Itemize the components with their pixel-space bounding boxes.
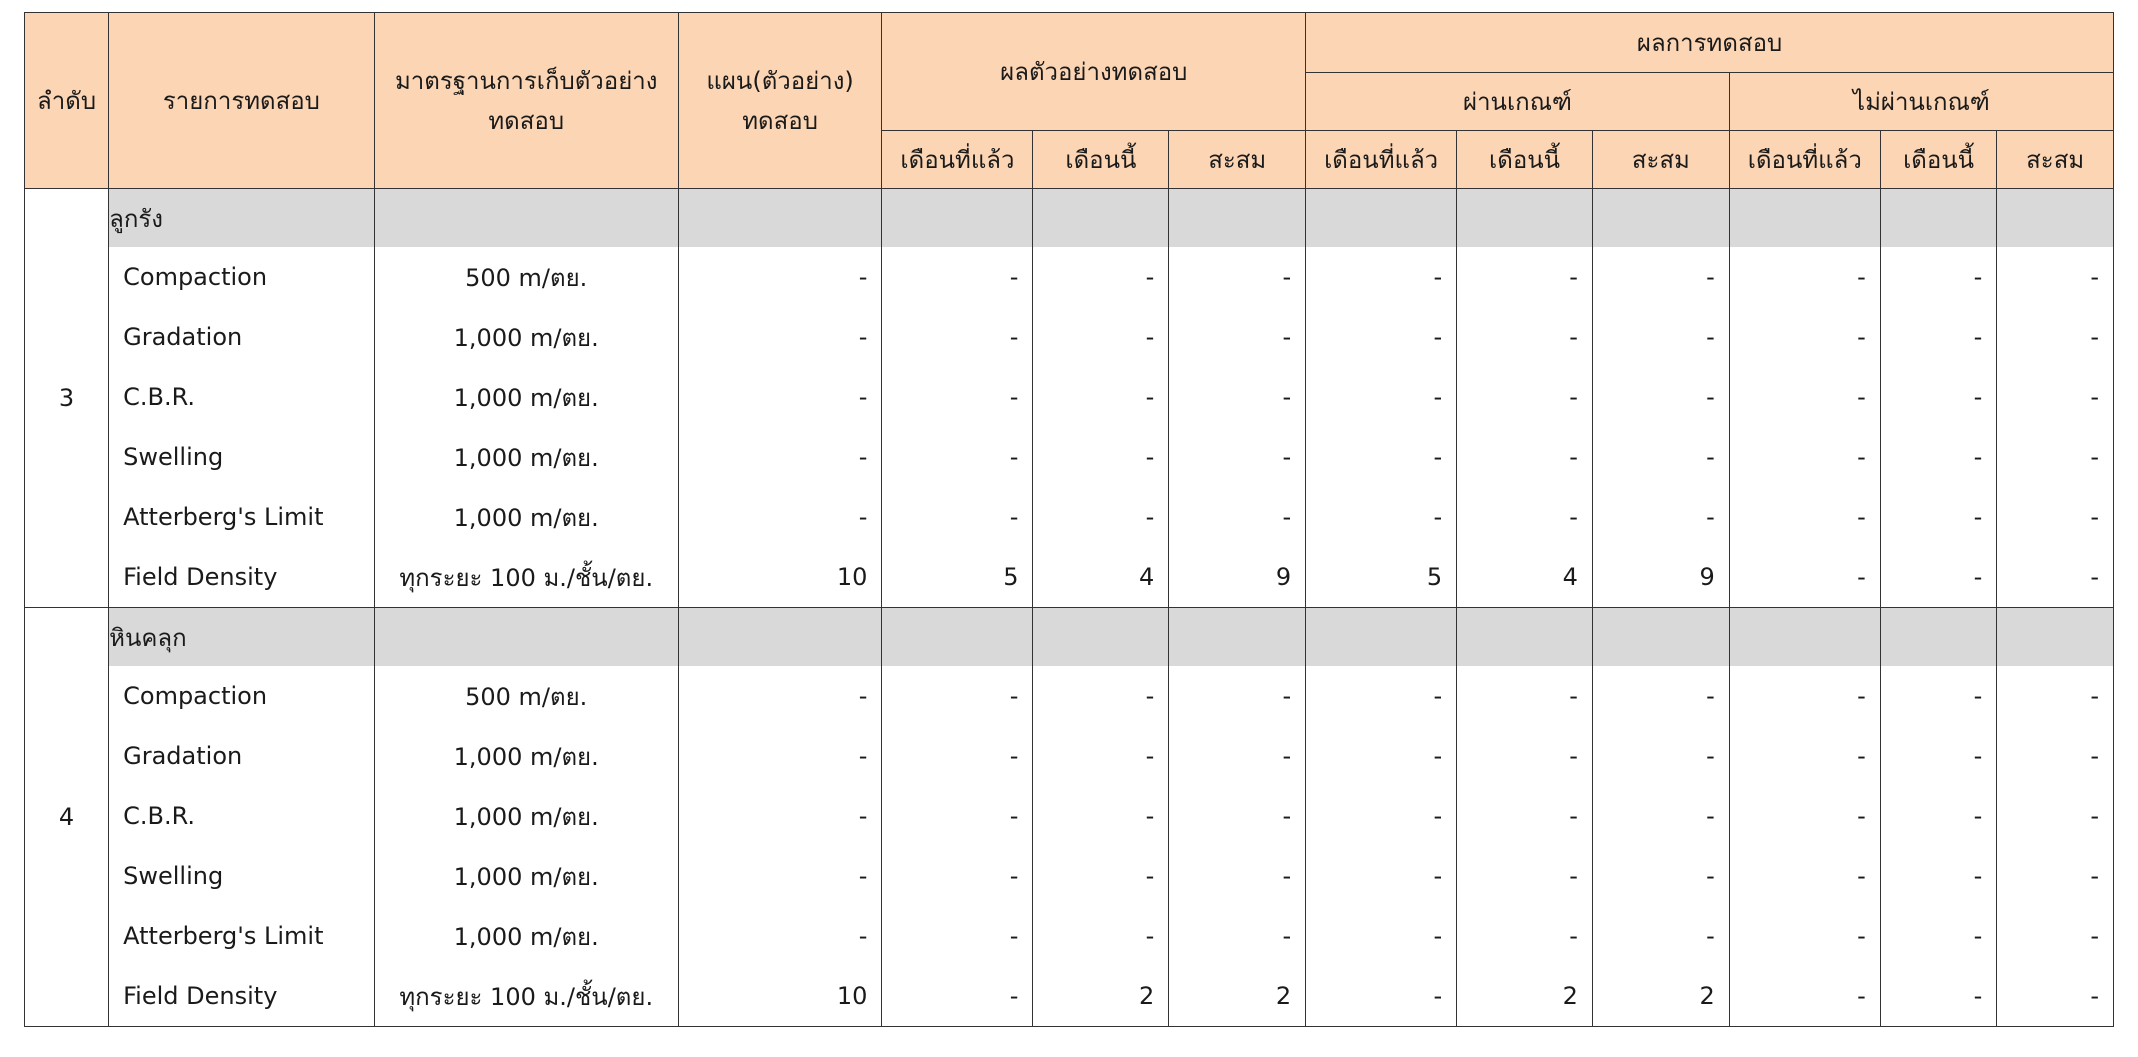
header-pass: ผ่านเกณฑ์ (1306, 73, 1730, 131)
subheader-cell: เดือนที่แล้ว (1306, 131, 1457, 189)
subheader-cell: สะสม (1997, 131, 2114, 189)
result-value-cell: - (1033, 786, 1169, 846)
result-value-cell: - (1592, 367, 1729, 427)
result-value-cell: - (1033, 846, 1169, 906)
result-value-cell: - (1306, 367, 1457, 427)
result-value-cell: - (1997, 966, 2114, 1027)
result-value-cell: - (1457, 666, 1593, 726)
result-value-cell: - (1880, 726, 1997, 786)
table-row (25, 487, 2114, 547)
plan-value: - (678, 726, 882, 786)
result-value-cell: - (1592, 726, 1729, 786)
subheader-cell: เดือนนี้ (1033, 131, 1169, 189)
test-item-name: Atterberg's Limit (109, 487, 375, 547)
result-value-cell: - (1997, 307, 2114, 367)
test-item-name: Compaction (109, 666, 375, 726)
result-value-cell: - (1592, 786, 1729, 846)
result-value-cell: - (1306, 427, 1457, 487)
result-value-cell: - (1729, 966, 1880, 1027)
result-value-cell: - (882, 367, 1033, 427)
sampling-standard: 1,000 m/ตย. (374, 906, 678, 966)
result-value-cell: - (1592, 846, 1729, 906)
plan-value: - (678, 427, 882, 487)
result-value-cell: - (1880, 966, 1997, 1027)
result-value-cell: - (882, 307, 1033, 367)
header-sample-results: ผลตัวอย่างทดสอบ (882, 13, 1306, 131)
table-row (25, 427, 2114, 487)
result-value-cell: - (882, 427, 1033, 487)
table-row (25, 247, 2114, 307)
table-row (25, 906, 2114, 966)
result-value-cell: - (1997, 427, 2114, 487)
result-value-cell: - (1169, 786, 1306, 846)
result-value-cell: - (882, 726, 1033, 786)
header-fail: ไม่ผ่านเกณฑ์ (1729, 73, 2113, 131)
result-value-cell: - (1729, 367, 1880, 427)
sampling-standard: 1,000 m/ตย. (374, 846, 678, 906)
result-value-cell: - (1457, 846, 1593, 906)
plan-value: 10 (678, 966, 882, 1027)
result-value-cell: - (1169, 307, 1306, 367)
test-item-name: Compaction (109, 247, 375, 307)
result-value-cell: 9 (1592, 547, 1729, 608)
result-value-cell: 2 (1457, 966, 1593, 1027)
plan-value: - (678, 846, 882, 906)
result-value-cell: - (882, 846, 1033, 906)
result-value-cell: - (1033, 906, 1169, 966)
plan-value: 10 (678, 547, 882, 608)
result-value-cell: - (1306, 966, 1457, 1027)
result-value-cell: - (1729, 906, 1880, 966)
header-plan-line1: แผน(ตัวอย่าง) (706, 66, 854, 95)
group-header-cell (1306, 189, 1457, 248)
result-value-cell: - (1729, 786, 1880, 846)
result-value-cell: - (1880, 547, 1997, 608)
sampling-standard: 1,000 m/ตย. (374, 726, 678, 786)
group-header-cell (678, 608, 882, 667)
result-value-cell: - (1880, 367, 1997, 427)
result-value-cell: - (1306, 487, 1457, 547)
result-value-cell: - (1880, 307, 1997, 367)
group-header-cell (1169, 189, 1306, 248)
result-value-cell: - (1169, 367, 1306, 427)
test-results-table (24, 12, 2114, 1027)
result-value-cell: - (1997, 786, 2114, 846)
result-value-cell: - (1729, 547, 1880, 608)
subheader-cell: เดือนนี้ (1457, 131, 1593, 189)
result-value-cell: - (1729, 247, 1880, 307)
result-value-cell: - (1592, 247, 1729, 307)
group-header-cell (1592, 608, 1729, 667)
result-value-cell: - (1457, 487, 1593, 547)
group-header-cell (1880, 189, 1997, 248)
result-value-cell: - (1997, 726, 2114, 786)
result-value-cell: - (1457, 367, 1593, 427)
sampling-standard: 500 m/ตย. (374, 666, 678, 726)
result-value-cell: - (1880, 906, 1997, 966)
group-header-cell (882, 189, 1033, 248)
result-value-cell: 2 (1592, 966, 1729, 1027)
table-row (25, 966, 2114, 1027)
subheader-cell: เดือนที่แล้ว (882, 131, 1033, 189)
plan-value: - (678, 367, 882, 427)
header-plan-line2: ทดสอบ (742, 106, 818, 135)
group-header-cell (1306, 608, 1457, 667)
result-value-cell: - (1457, 307, 1593, 367)
header-standard-line2: ทดสอบ (488, 106, 565, 135)
sampling-standard: 1,000 m/ตย. (374, 307, 678, 367)
result-value-cell: 5 (1306, 547, 1457, 608)
result-value-cell: - (1169, 487, 1306, 547)
result-value-cell: - (1033, 487, 1169, 547)
result-value-cell: - (1592, 427, 1729, 487)
group-header-cell (1729, 608, 1880, 667)
test-item-name: Gradation (109, 307, 375, 367)
table-header (25, 13, 2114, 189)
group-header-cell (882, 608, 1033, 667)
header-standard-line1: มาตรฐานการเก็บตัวอย่าง (394, 66, 658, 95)
row-seq-number: 3 (25, 189, 109, 608)
plan-value: - (678, 307, 882, 367)
group-header-cell (678, 189, 882, 248)
result-value-cell: - (1729, 427, 1880, 487)
result-value-cell: - (882, 786, 1033, 846)
table-row (25, 307, 2114, 367)
result-value-cell: 2 (1169, 966, 1306, 1027)
plan-value: - (678, 247, 882, 307)
group-header-cell (1033, 608, 1169, 667)
table-row (25, 367, 2114, 427)
result-value-cell: - (1997, 487, 2114, 547)
group-header-cell (374, 189, 678, 248)
result-value-cell: - (1457, 906, 1593, 966)
table-body (25, 189, 2114, 1027)
result-value-cell: - (1169, 666, 1306, 726)
plan-value: - (678, 906, 882, 966)
result-value-cell: 2 (1033, 966, 1169, 1027)
result-value-cell: - (1880, 846, 1997, 906)
result-value-cell: - (1306, 906, 1457, 966)
result-value-cell: - (1997, 906, 2114, 966)
result-value-cell: - (1729, 487, 1880, 547)
test-item-name: Field Density (109, 547, 375, 608)
table-row (25, 547, 2114, 608)
sampling-standard: 1,000 m/ตย. (374, 487, 678, 547)
group-header-row (25, 608, 2114, 667)
result-value-cell: - (1880, 786, 1997, 846)
result-value-cell: - (1729, 726, 1880, 786)
header-plan (678, 13, 882, 189)
result-value-cell: - (882, 906, 1033, 966)
plan-value: - (678, 786, 882, 846)
result-value-cell: - (1880, 487, 1997, 547)
result-value-cell: - (882, 247, 1033, 307)
subheader-cell: เดือนนี้ (1880, 131, 1997, 189)
result-value-cell: - (1880, 247, 1997, 307)
result-value-cell: - (1033, 247, 1169, 307)
result-value-cell: - (1306, 786, 1457, 846)
result-value-cell: - (1880, 427, 1997, 487)
result-value-cell: - (1033, 367, 1169, 427)
header-seq: ลำดับ (25, 13, 109, 189)
result-value-cell: - (1729, 846, 1880, 906)
result-value-cell: 4 (1457, 547, 1593, 608)
group-header-row (25, 189, 2114, 248)
result-value-cell: 5 (882, 547, 1033, 608)
table-row (25, 726, 2114, 786)
result-value-cell: - (1306, 247, 1457, 307)
subheader-cell: สะสม (1592, 131, 1729, 189)
group-header-cell (1997, 189, 2114, 248)
result-value-cell: - (1033, 307, 1169, 367)
table-row (25, 786, 2114, 846)
result-value-cell: - (1997, 547, 2114, 608)
group-name: หินคลุก (109, 608, 375, 667)
result-value-cell: - (1997, 367, 2114, 427)
result-value-cell: - (1169, 906, 1306, 966)
row-seq-number: 4 (25, 608, 109, 1027)
table-row (25, 846, 2114, 906)
result-value-cell: - (1169, 726, 1306, 786)
sampling-standard: 1,000 m/ตย. (374, 786, 678, 846)
group-header-cell (374, 608, 678, 667)
subheader-cell: สะสม (1169, 131, 1306, 189)
plan-value: - (678, 487, 882, 547)
result-value-cell: - (1033, 427, 1169, 487)
result-value-cell: - (1033, 726, 1169, 786)
test-item-name: Field Density (109, 966, 375, 1027)
table-row (25, 666, 2114, 726)
subheader-cell: เดือนที่แล้ว (1729, 131, 1880, 189)
test-item-name: Atterberg's Limit (109, 906, 375, 966)
test-item-name: Swelling (109, 427, 375, 487)
sampling-standard: ทุกระยะ 100 ม./ชั้น/ตย. (374, 547, 678, 608)
group-header-cell (1457, 189, 1593, 248)
result-value-cell: - (1306, 846, 1457, 906)
result-value-cell: - (1592, 666, 1729, 726)
group-header-cell (1592, 189, 1729, 248)
result-value-cell: - (882, 966, 1033, 1027)
test-item-name: C.B.R. (109, 367, 375, 427)
group-header-cell (1997, 608, 2114, 667)
result-value-cell: - (1592, 487, 1729, 547)
test-item-name: Gradation (109, 726, 375, 786)
group-header-cell (1033, 189, 1169, 248)
plan-value: - (678, 666, 882, 726)
result-value-cell: - (1033, 666, 1169, 726)
group-header-cell (1880, 608, 1997, 667)
result-value-cell: - (882, 487, 1033, 547)
result-value-cell: - (1729, 307, 1880, 367)
test-item-name: C.B.R. (109, 786, 375, 846)
result-value-cell: - (882, 666, 1033, 726)
result-value-cell: - (1457, 247, 1593, 307)
sampling-standard: 1,000 m/ตย. (374, 427, 678, 487)
result-value-cell: - (1997, 846, 2114, 906)
sampling-standard: ทุกระยะ 100 ม./ชั้น/ตย. (374, 966, 678, 1027)
result-value-cell: - (1729, 666, 1880, 726)
result-value-cell: - (1306, 666, 1457, 726)
test-item-name: Swelling (109, 846, 375, 906)
result-value-cell: - (1169, 247, 1306, 307)
result-value-cell: 4 (1033, 547, 1169, 608)
group-header-cell (1729, 189, 1880, 248)
result-value-cell: - (1306, 307, 1457, 367)
result-value-cell: - (1592, 307, 1729, 367)
result-value-cell: - (1169, 427, 1306, 487)
header-item: รายการทดสอบ (109, 13, 375, 189)
result-value-cell: - (1169, 846, 1306, 906)
header-test-results: ผลการทดสอบ (1306, 13, 2114, 73)
group-header-cell (1169, 608, 1306, 667)
result-value-cell: - (1997, 247, 2114, 307)
group-header-cell (1457, 608, 1593, 667)
sampling-standard: 1,000 m/ตย. (374, 367, 678, 427)
result-value-cell: - (1997, 666, 2114, 726)
sampling-standard: 500 m/ตย. (374, 247, 678, 307)
result-value-cell: - (1457, 786, 1593, 846)
result-value-cell: - (1880, 666, 1997, 726)
header-standard (374, 13, 678, 189)
result-value-cell: - (1306, 726, 1457, 786)
result-value-cell: - (1457, 427, 1593, 487)
result-value-cell: 9 (1169, 547, 1306, 608)
group-name: ลูกรัง (109, 189, 375, 248)
result-value-cell: - (1457, 726, 1593, 786)
result-value-cell: - (1592, 906, 1729, 966)
